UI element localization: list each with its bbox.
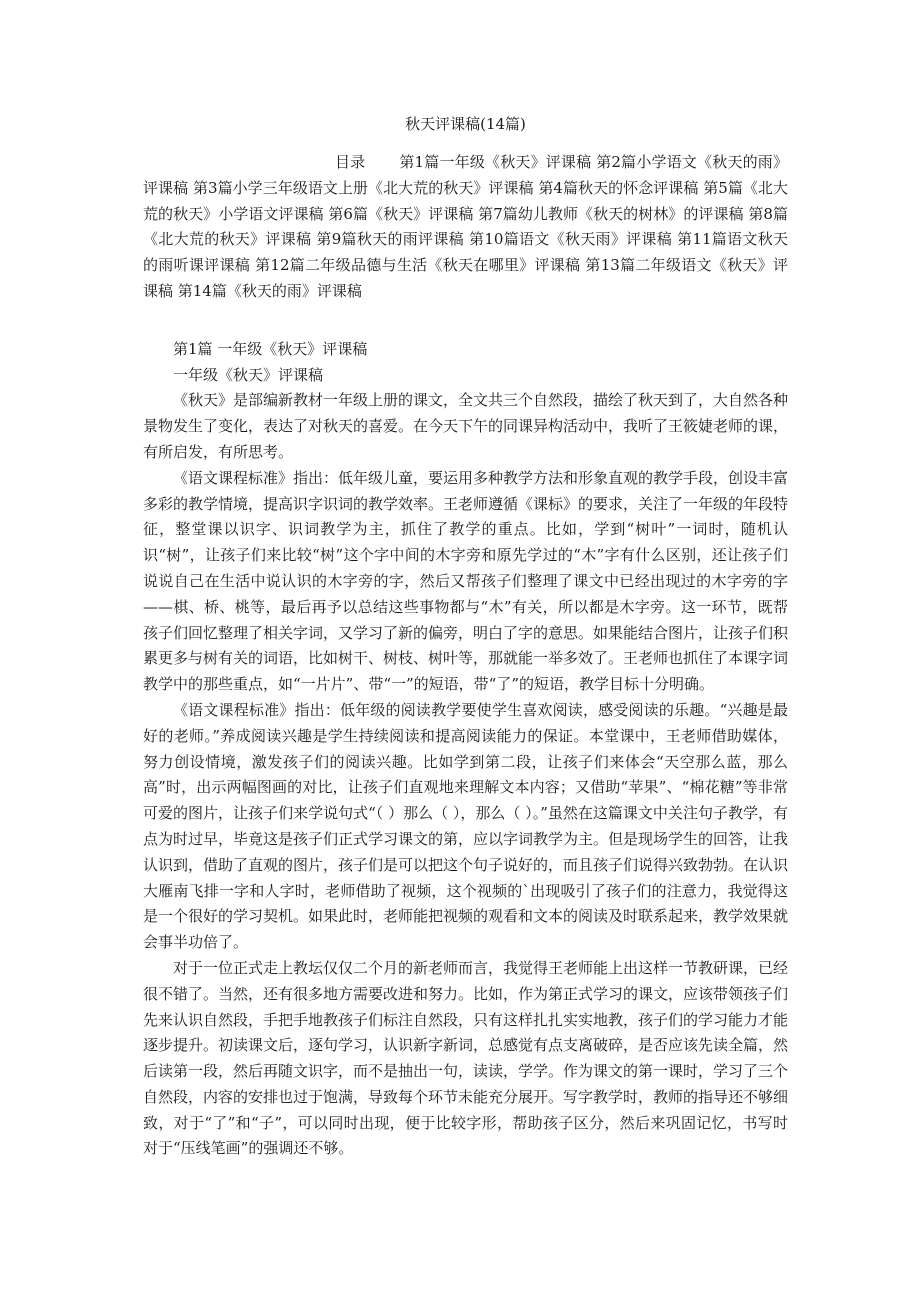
section-heading: 第1篇 一年级《秋天》评课稿 [173, 339, 368, 358]
paragraph-4: 对于一位正式走上教坛仅仅二个月的新老师而言，我觉得王老师能上出这样一节教研课，已经很不错了。当然，还有很多地方需要改进和努力。比如，作为第正式学习的课文，应该带领孩子们先来认识自然段，手把手地教孩子们标注自然段，只有这样扎扎实实地教，孩子们的学习能力才能逐步提升。初读课文后，逐句学习，认识新字新词，总感觉有点支离破碎，是否应该先读全篇，然后读第一段，然后再随文识字，而不是抽出一句，读读，学学。作为课文的第一课时，学习了三个自然段，内容的安排也过于饱满，导致每个环节未能充分展开。写字教学时，教师的指导还不够细致，对于“了”和“子”，可以同时出现，便于比较字形，帮助孩子区分，然后来巩固记忆，书写时对于“压线笔画”的强调还不够。 [143, 958, 789, 1158]
paragraph-1: 《秋天》是部编新教材一年级上册的课文，全文共三个自然段，描绘了秋天到了，大自然各种景物发生了变化，表达了对秋天的喜爱。在今天下午的同课异构活动中，我听了王筱婕老师的课，有所启发，有所思考。 [143, 391, 789, 461]
document-title: 秋天评课稿(14篇) [405, 115, 526, 133]
paragraph-3: 《语文课程标准》指出：低年级的阅读教学要使学生喜欢阅读，感受阅读的乐趣。“兴趣是最好的老师。”养成阅读兴趣是学生持续阅读和提高阅读能力的保证。本堂课中，王老师借助媒体，努力创设情境，激发孩子们的阅读兴趣。比如学到第二段，让孩子们来体会“天空那么蓝，那么高”时，出示两幅图画的对比，让孩子们直观地来理解文本内容；又借助“苹果”、“棉花糖”等非常可爱的图片，让孩子们来学说句式“（ ）那么（ ），那么（ ）。”虽然在这篇课文中关注句子教学，有点为时过早，毕竟这是孩子们正式学习课文的第，应以字词教学为主。但是现场学生的回答，让我认识到，借助了直观的图片，孩子们是可以把这个句子说好的，而且孩子们说得兴致勃勃。在认识大雁南飞排一字和人字时，老师借助了视频，这个视频的`出现吸引了孩子们的注意力，我觉得这是一个很好的学习契机。如果此时，老师能把视频的观看和文本的阅读及时联系起来，教学效果就会事半功倍了。 [143, 700, 789, 952]
section-gap [143, 305, 788, 331]
toc-label: 目录 [335, 153, 366, 171]
table-of-contents [143, 150, 788, 305]
section-subheading: 一年级《秋天》评课稿 [173, 365, 324, 384]
paragraph-2: 《语文课程标准》指出：低年级儿童，要运用多种教学方法和形象直观的教学手段，创设丰富多彩的教学情境，提高识字识词的教学效率。王老师遵循《课标》的要求，关注了一年级的年段特征，整堂课以识字、识词教学为主，抓住了教学的重点。比如，学到“树叶”一词时，随机认识“树”，让孩子们来比较“树”这个字中间的木字旁和原先学过的“木”字有什么区别，还让孩子们说说自己在生活中说认识的木字旁的字，然后又帮孩子们整理了课文中已经出现过的木字旁的字——棋、桥、桃等，最后再予以总结这些事物都与“木”有关，所以都是木字旁。这一环节，既帮孩子们回忆整理了相关字词，又学习了新的偏旁，明白了字的意思。如果能结合图片，让孩子们积累更多与树有关的词语，比如树干、树枝、树叶等，那就能一举多效了。王老师也抓住了本课字词教学中的那些重点，如“一片片”、带“一”的短语，带“了”的短语，教学目标十分明确。 [143, 468, 789, 694]
toc-text: 第1篇一年级《秋天》评课稿 第2篇小学语文《秋天的雨》评课稿 第3篇小学三年级语文上册《北大荒的秋天》评课稿 第4篇秋天的怀念评课稿 第5篇《北大荒的秋天》小学语文评课稿 第6篇《秋天》评课稿 第7篇幼儿教师《秋天的树林》的评课稿 第8篇《北大荒的秋天》评课稿 第9篇秋天的雨评课稿 第10篇语文《秋天雨》评课稿 第11篇语文秋天的雨听课评课稿 第12篇二年级品德与生活《秋天在哪里》评课稿 第13篇二年级语文《秋天》评课稿 第14篇《秋天的雨》评课稿 [143, 153, 788, 300]
document-page [143, 112, 788, 1162]
